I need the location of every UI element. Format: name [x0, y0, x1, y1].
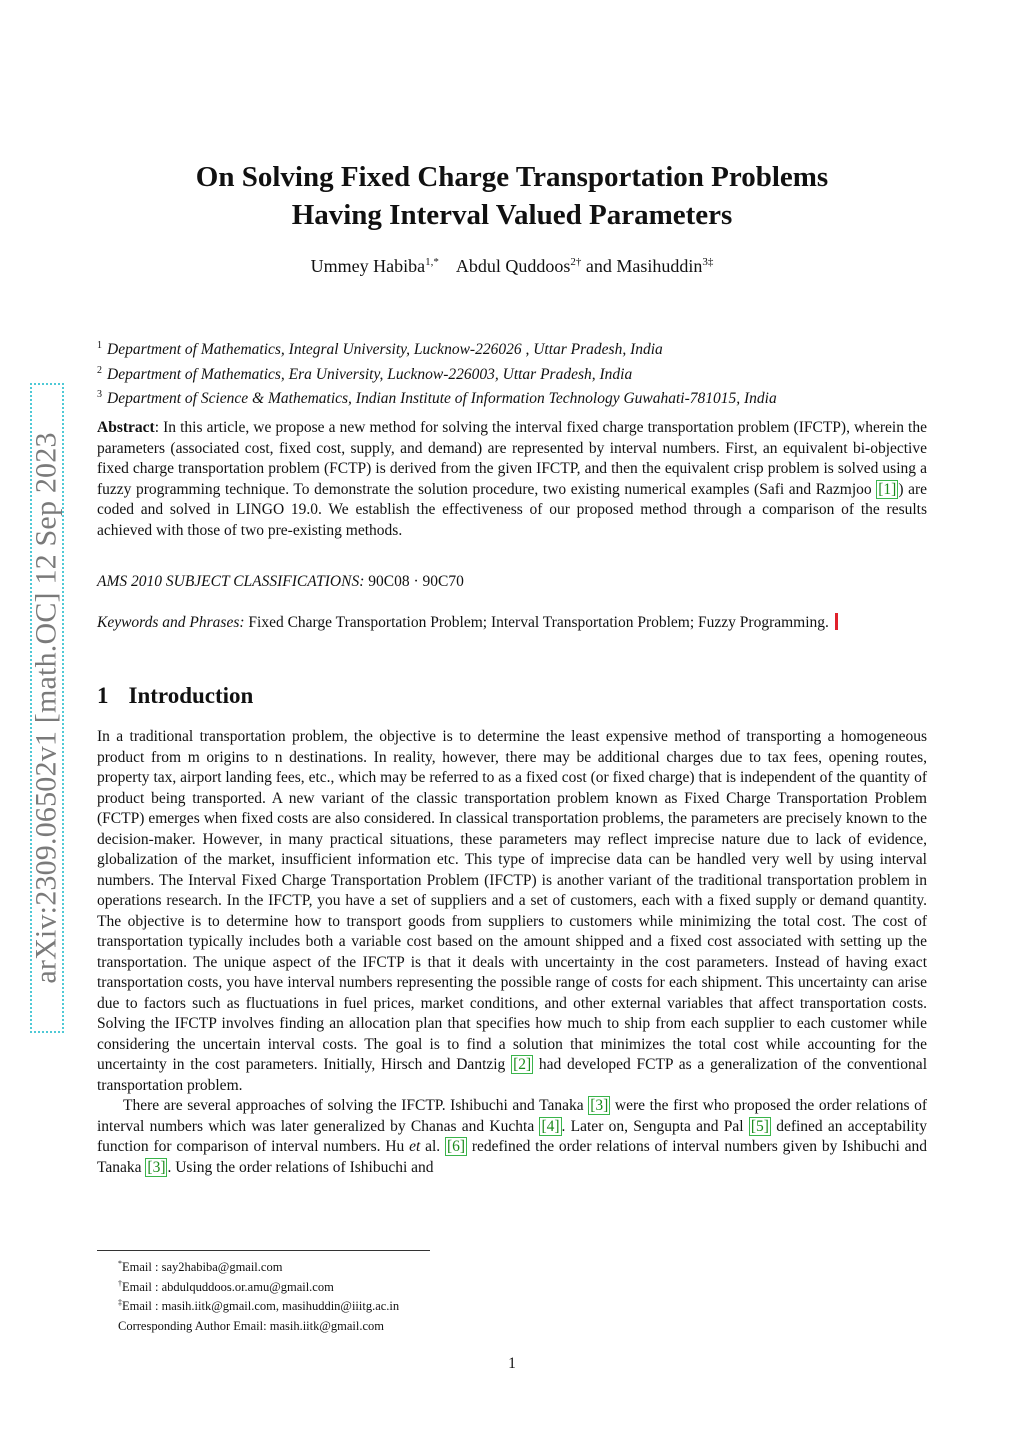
citation-link-3[interactable]: [3]: [590, 1097, 609, 1114]
intro-paragraph-2: [97, 1096, 927, 1178]
author-3: Masihuddin: [616, 256, 703, 276]
affiliation-3-text: Department of Science & Mathematics, Indian Institute of Information Technology Guwahati-781015, India: [107, 390, 777, 408]
intro-p1-text: In a traditional transportation problem, the objective is to determine the least expensive method of transporting a homogeneous product from m origins to n destinations. In reality, however, there may be additional charges due to tax fees, opening routes, property tax, airport landing fees, etc., which may be referred to as a fixed cost (or fixed charge) that is independent of the quantity of product being transported. A new variant of the classic transportation problem known as Fixed Charge Transportation Problem (FCTP) emerges when fixed costs are also considered. In classical transportation problems, the parameters are precisely known to the decision-maker. However, in many practical situations, these parameters may reflect imprecise nature due to lack of evidence, globalization of the market, insufficient information etc. This type of imprecise data can be handled very well by using interval numbers. The Interval Fixed Charge Transportation Problem (IFCTP) is another variant of the traditional transportation problem in operations research. In the IFCTP, you have a set of suppliers and a set of customers, each with a fixed supply or demand quantity. The objective is to determine how to transport goods from suppliers to customers while minimizing the total cost. The cost of transportation typically includes both a variable cost based on the amount shipped and a fixed cost associated with setting up the transportation. The unique aspect of the IFCTP is that it deals with uncertainty in the cost parameters. Instead of having exact transportation costs, you have interval numbers representing the possible range of costs for each shipment. This uncertainty can arise due to factors such as fluctuations in fuel prices, market conditions, and other external variables that affect transportation costs. Solving the IFCTP involves finding an allocation plan that specifies how much to ship from each supplier to each customer while considering the uncertain interval costs. The goal is to find a solution that minimizes the total cost while accounting for the uncertainty in the cost parameters. Initially, Hirsch and Dantzig: [97, 728, 927, 1073]
intro-p2-e: al.: [420, 1138, 445, 1155]
footnote-3-text: Email : masih.iitk@gmail.com, masihuddin@iiitg.ac.in: [122, 1299, 400, 1314]
footnote-2-mark: †: [118, 1278, 122, 1288]
citation-link-3b[interactable]: [3]: [147, 1158, 166, 1176]
abstract-text-b: ) are coded and solved in LINGO 19.0. We establish the effectiveness of our proposed method through a comparison of the results achieved with those of two pre-existing methods.: [97, 480, 927, 539]
footnote-divider: [97, 1250, 430, 1251]
affiliation-1-num: 1: [97, 340, 102, 351]
ams-classification: [97, 572, 927, 593]
footnotes: [118, 1256, 399, 1335]
intro-p2-b: were the first who proposed the order relations of interval numbers which was later generalized by Chanas and Kuchta: [97, 1097, 927, 1135]
page-number: 1: [508, 1355, 516, 1372]
title-line-2: Having Interval Valued Parameters: [291, 199, 733, 231]
intro-p2-c: . Later on, Sengupta and Pal: [561, 1117, 749, 1135]
affiliation-3-num: 3: [97, 389, 102, 401]
abstract: [97, 418, 927, 541]
arxiv-identifier-stamp[interactable]: [30, 383, 64, 1033]
footnote-3: [118, 1295, 399, 1315]
footnote-2-text: Email : abdulquddoos.or.amu@gmail.com: [122, 1279, 334, 1294]
citation-link-2[interactable]: [2]: [513, 1056, 532, 1073]
title-line-1: On Solving Fixed Charge Transportation Problems: [195, 161, 829, 193]
ams-label: AMS 2010 SUBJECT CLASSIFICATIONS:: [97, 573, 365, 590]
intro-p1-end: had developed FCTP as a generalization of the conventional transportation problem.: [97, 1056, 927, 1094]
author-1: Ummey Habiba: [310, 256, 426, 276]
footnote-4: [118, 1315, 399, 1335]
citation-link-6[interactable]: [6]: [446, 1138, 466, 1155]
author-list: [0, 256, 1024, 277]
keywords-label: Keywords and Phrases:: [97, 614, 245, 631]
footnote-4-text: Corresponding Author Email: masih.iitk@gmail.com: [118, 1319, 384, 1334]
affiliations: [97, 336, 937, 410]
abstract-label: Abstract: [97, 419, 155, 436]
footnote-1-text: Email : say2habiba@gmail.com: [122, 1260, 283, 1275]
intro-p2-g: . Using the order relations of Ishibuchi and: [167, 1158, 434, 1176]
abstract-text-a: : In this article, we propose a new method for solving the interval fixed charge transportation problem (IFCTP), wherein the parameters (associated cost, fixed cost, supply, and demand) are represented by interval numbers. First, an equivalent bi-objective fixed charge transportation problem (FCTP) is derived from the given IFCTP, and then the equivalent crisp problem is solved using a fuzzy programming technique. To demonstrate the solution procedure, two existing numerical examples (Safi and Razmjoo: [97, 419, 927, 498]
arxiv-id-text: arXiv:2309.06502v1 [math.OC] 12 Sep 2023: [30, 432, 63, 984]
ams-codes: 90C08 · 90C70: [364, 573, 464, 590]
footnote-2: [118, 1276, 399, 1296]
footnote-1-mark: *: [118, 1259, 122, 1268]
intro-p2-d: defined an acceptability function for comparison of interval numbers. Hu: [97, 1117, 927, 1155]
affiliation-2-num: 2: [97, 364, 102, 376]
author-1-mark: 1,*: [425, 256, 439, 268]
affiliation-2: [97, 361, 937, 386]
keywords: [97, 613, 927, 634]
footnote-1: [118, 1256, 399, 1276]
author-3-mark: 3‡: [702, 256, 714, 268]
intro-p2-a: There are several approaches of solving the IFCTP. Ishibuchi and Tanaka: [123, 1097, 589, 1114]
paper-title: [0, 158, 1024, 234]
citation-link-1[interactable]: [1]: [878, 480, 897, 498]
footnote-3-mark: ‡: [118, 1298, 122, 1308]
author-2-mark: 2†: [570, 256, 582, 268]
intro-paragraph-1: [97, 727, 927, 1096]
affiliation-3: [97, 385, 937, 410]
author-2: Abdul Quddoos: [455, 256, 571, 276]
intro-p2-etal: et: [409, 1138, 421, 1155]
citation-link-4[interactable]: [4]: [541, 1117, 560, 1135]
section-title: Introduction: [128, 683, 254, 708]
author-connector: and: [585, 256, 612, 276]
text-cursor-marker: [835, 613, 838, 630]
citation-link-5[interactable]: [5]: [750, 1117, 769, 1135]
keywords-text: Fixed Charge Transportation Problem; Interval Transportation Problem; Fuzzy Programming.: [244, 614, 829, 631]
affiliation-1: [97, 336, 937, 361]
section-heading-introduction: [97, 683, 253, 709]
intro-p2-f: redefined the order relations of interval numbers given by Ishibuchi and Tanaka: [97, 1138, 927, 1176]
affiliation-2-text: Department of Mathematics, Era University, Lucknow-226003, Uttar Pradesh, India: [107, 365, 633, 383]
affiliation-1-text: Department of Mathematics, Integral University, Lucknow-226026 , Uttar Pradesh, India: [107, 341, 663, 359]
section-number: 1: [97, 683, 109, 708]
introduction-body: [97, 727, 927, 1178]
